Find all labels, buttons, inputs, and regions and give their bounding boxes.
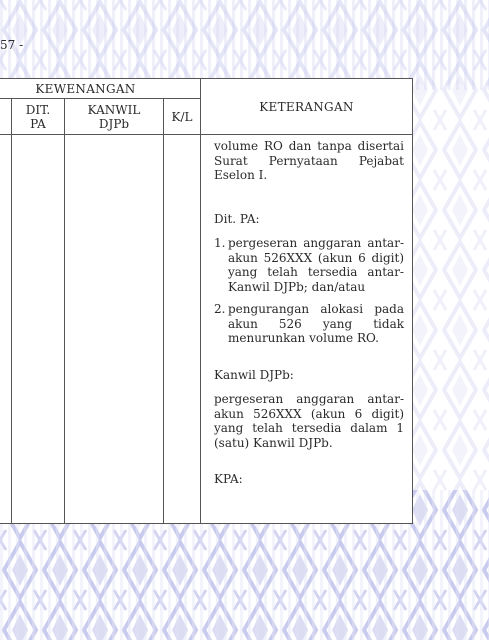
subheader-kanwil-djpb: KANWIL DJPb [65, 99, 164, 135]
keterangan-cell [201, 135, 413, 524]
authority-table [0, 78, 413, 524]
cell-col-0 [0, 135, 12, 524]
cell-dit-pa [12, 135, 65, 524]
kanwil-text: pergeseran anggaran antar-akun 526XXX (akun 6 digit) yang telah tersedia dalam 1 (satu) Kanwil DJPb. [214, 392, 404, 450]
dit-pa-list [214, 236, 404, 346]
ket-intro: volume RO dan tanpa disertai Surat Pernyataan Pejabat Eselon I. [214, 139, 404, 182]
kpa-label: KPA: [214, 472, 243, 486]
dit-pa-label: Dit. PA: [214, 211, 260, 226]
list-item: 1. pergeseran anggaran antar-akun 526XXX (akun 6 digit) yang telah tersedia antar-Kanwil DJPb; dan/atau [214, 236, 404, 294]
list-item: 2. pengurangan alokasi pada akun 526 yang tidak menurunkan volume RO. [214, 302, 404, 345]
subheader-dit-pa: DIT. PA [12, 99, 65, 135]
subheader-col-0 [0, 99, 12, 135]
keterangan-header: KETERANGAN [201, 79, 413, 135]
subheader-kl: K/L [164, 99, 201, 135]
page-number: 57 - [0, 38, 24, 52]
cell-kanwil-djpb [65, 135, 164, 524]
kanwil-label: Kanwil DJPb: [214, 367, 294, 382]
kewenangan-header: KEWENANGAN [0, 79, 201, 99]
cell-kl [164, 135, 201, 524]
